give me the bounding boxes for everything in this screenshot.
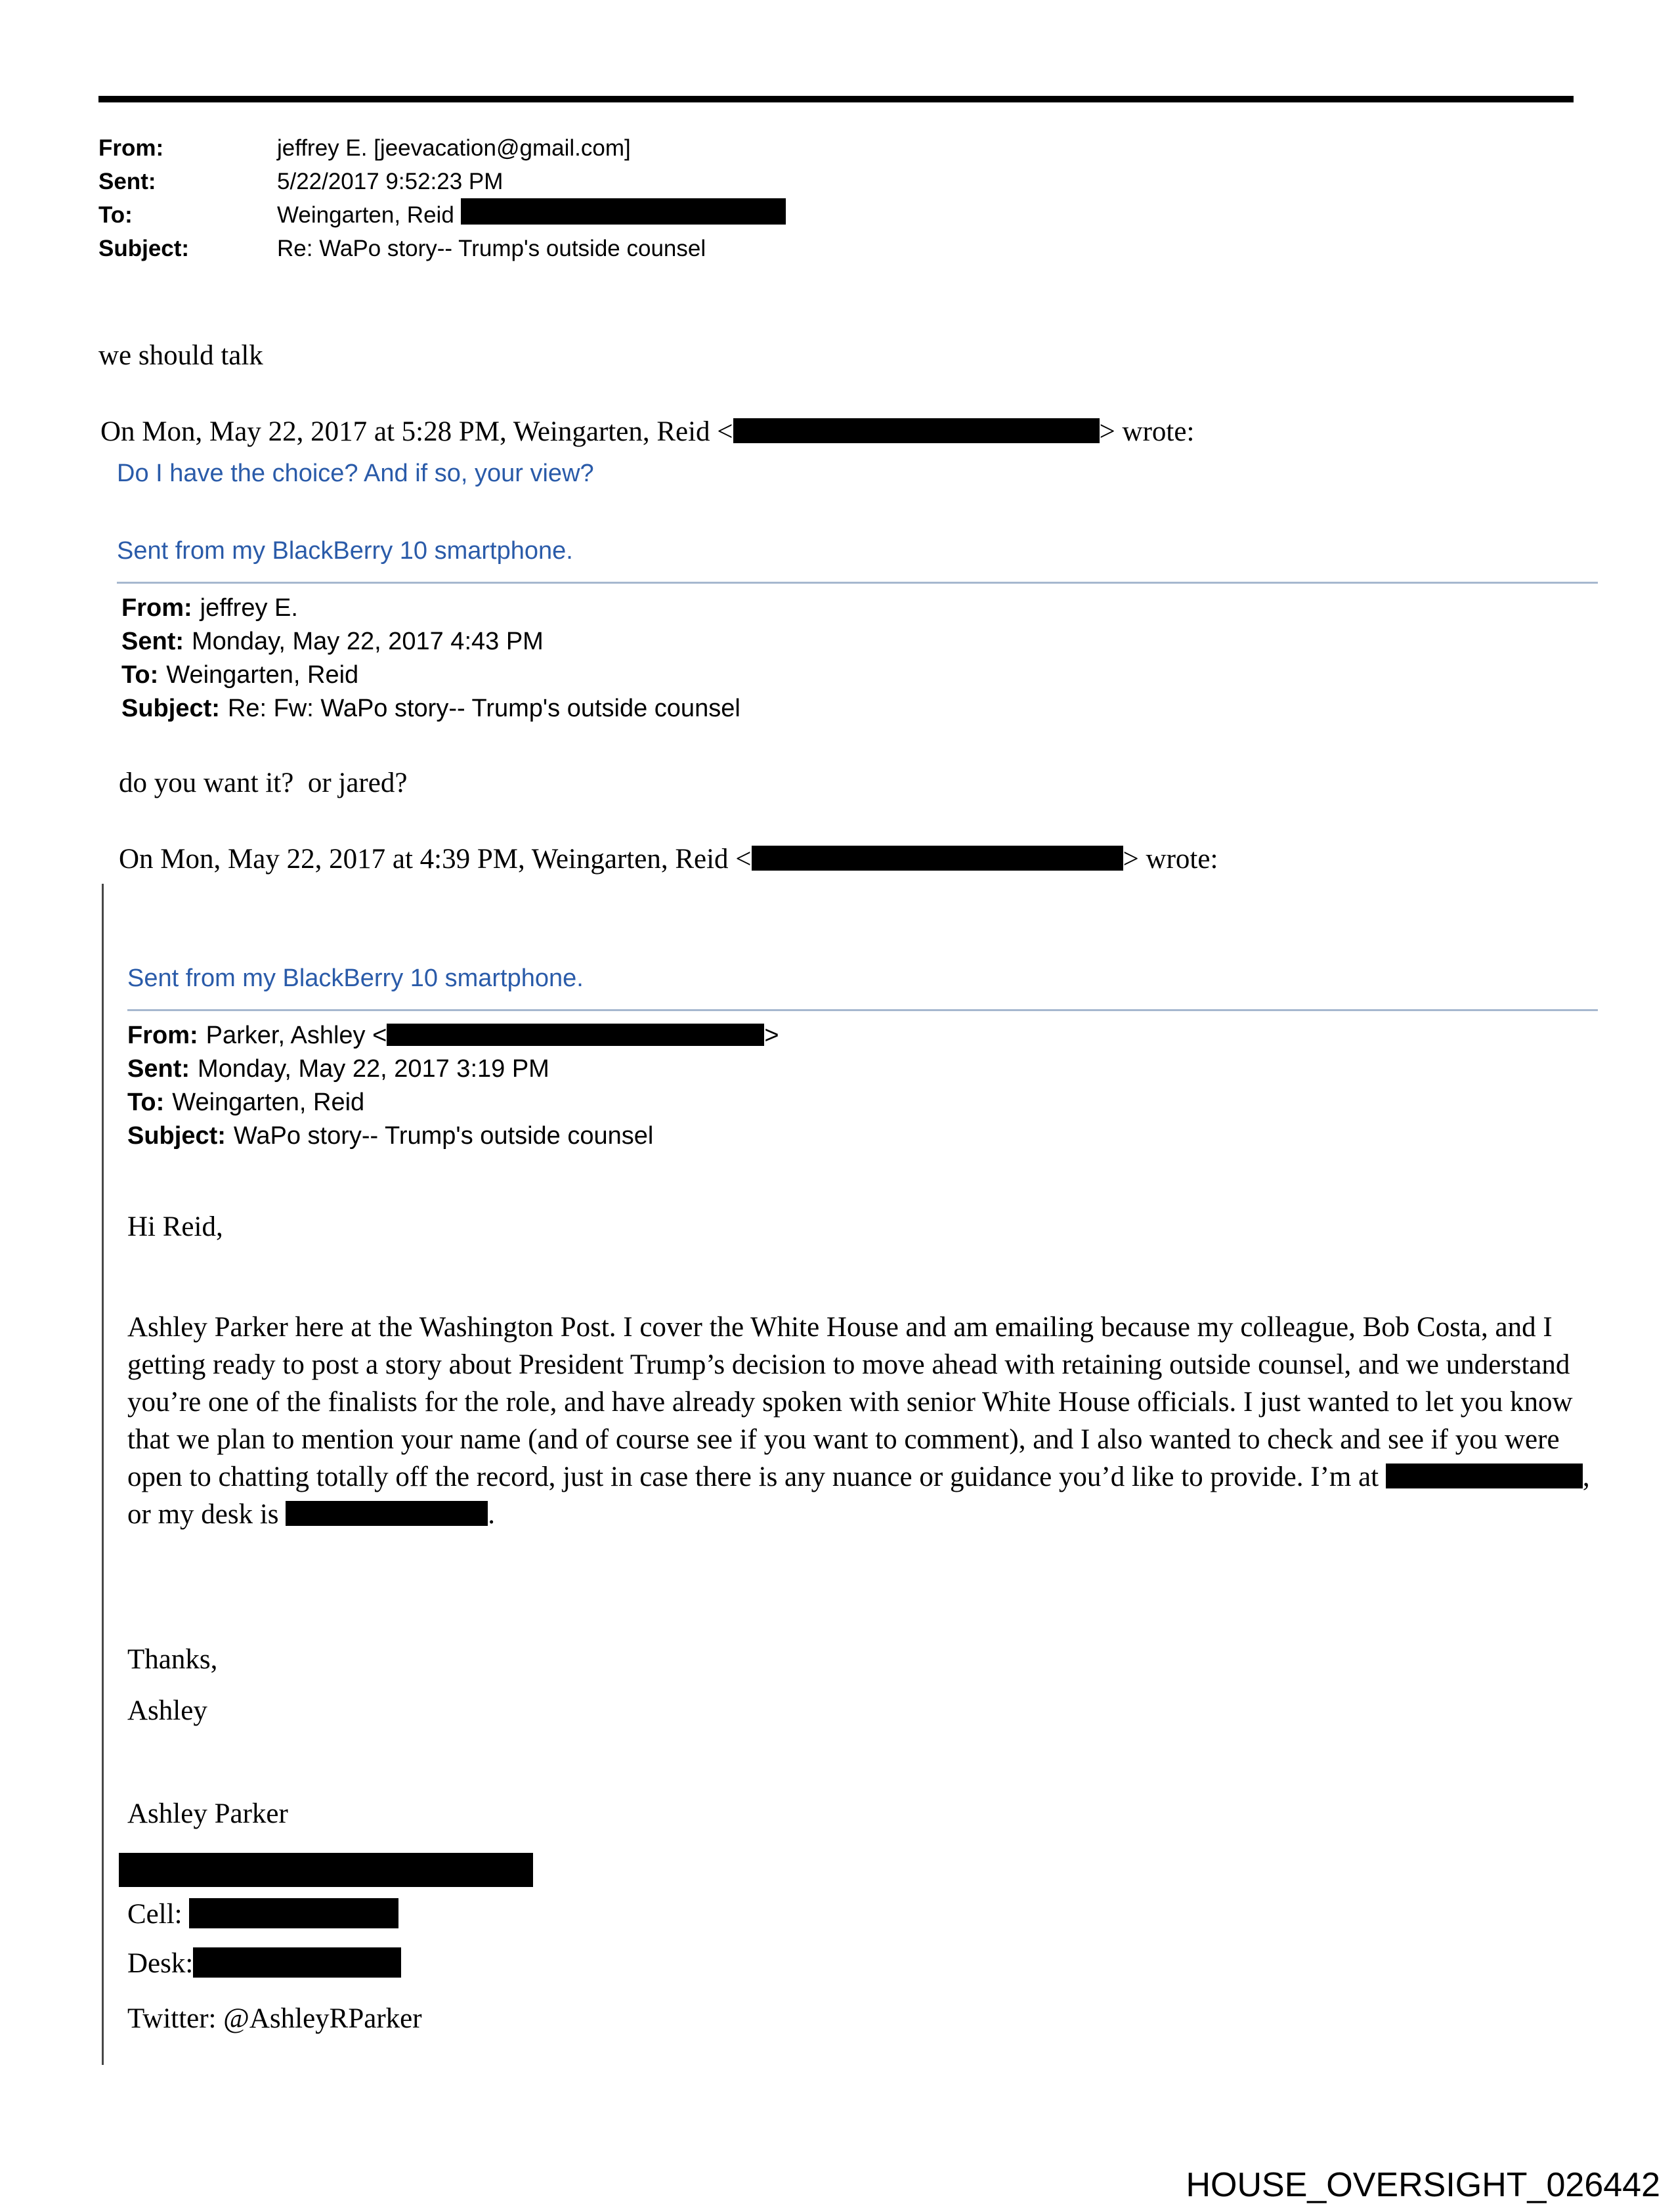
opening-line: we should talk	[98, 340, 263, 371]
subject-label: Subject:	[98, 236, 190, 261]
sent-label: Sent:	[121, 628, 184, 655]
reply-2-text: do you want it? or jared?	[119, 768, 408, 798]
to-value: Weingarten, Reid	[277, 202, 461, 228]
from-label: From:	[127, 1022, 198, 1049]
attribution-2-prefix: On Mon, May 22, 2017 at 4:39 PM, Weingarten, Reid <	[119, 844, 752, 875]
sent-value: Monday, May 22, 2017 3:19 PM	[198, 1055, 549, 1083]
to-label: To:	[121, 661, 159, 689]
from-label: From:	[98, 135, 164, 161]
redaction-bar	[119, 1853, 533, 1887]
signature-cell-line	[127, 1896, 398, 1933]
redaction-bar	[193, 1947, 401, 1978]
quoted-header-2	[127, 1019, 779, 1153]
quoted2-from-row	[127, 1019, 779, 1052]
body-text-1: Ashley Parker here at the Washington Post. I cover the White House and am emailing because my colleague, Bob Costa, and I getting ready to post a story about President Trump’s decision to move ahead with retaining outside counsel, and we understand you’re one of the finalists for the role, and have already spoken with senior White House officials. I just wanted to let you know that we plan to mention your name (and of course see if you want to comment), and I also wanted to check and see if you were open to chatting totally off the record, just in case there is any nuance or guidance you’d like to provide. I’m at	[127, 1312, 1573, 1492]
signature-twitter-line: Twitter: @AshleyRParker	[127, 2003, 422, 2034]
divider-line	[117, 582, 1598, 584]
header-from-row	[98, 131, 786, 165]
subject-label: Subject:	[127, 1122, 226, 1150]
message-body	[127, 1309, 1601, 1533]
from-label: From:	[121, 594, 192, 622]
from-value: jeffrey E. [jeevacation@gmail.com]	[277, 135, 631, 161]
signature-name: Ashley Parker	[127, 1798, 288, 1829]
attribution-2	[119, 840, 1218, 878]
from-value-prefix: Parker, Ashley <	[205, 1022, 387, 1049]
signature-desk-line	[127, 1945, 401, 1982]
email-header	[98, 131, 786, 265]
redaction-bar	[189, 1898, 398, 1928]
sent-value: 5/22/2017 9:52:23 PM	[277, 169, 504, 194]
redaction-bar	[461, 198, 786, 225]
redaction-bar	[733, 418, 1100, 444]
quoted1-from-row	[121, 592, 740, 625]
to-label: To:	[127, 1089, 165, 1116]
sent-label: Sent:	[127, 1055, 190, 1083]
attribution-1-suffix: > wrote:	[1099, 416, 1195, 447]
attribution-1	[100, 413, 1194, 450]
blackberry-signature-1: Sent from my BlackBerry 10 smartphone.	[117, 537, 573, 565]
greeting: Hi Reid,	[127, 1211, 223, 1242]
to-value: Weingarten, Reid	[166, 661, 359, 689]
quoted-header-1	[121, 592, 740, 726]
to-value: Weingarten, Reid	[172, 1089, 365, 1116]
from-value-suffix: >	[764, 1022, 779, 1049]
redaction-bar	[1386, 1464, 1583, 1489]
bates-number: HOUSE_OVERSIGHT_026442	[1186, 2166, 1660, 2204]
quoted2-subject-row	[127, 1119, 779, 1153]
from-value: jeffrey E.	[200, 594, 298, 622]
header-to-row	[98, 198, 786, 232]
quoted2-sent-row	[127, 1052, 779, 1086]
closing: Thanks,	[127, 1644, 218, 1675]
subject-value: WaPo story-- Trump's outside counsel	[233, 1122, 654, 1150]
redaction-bar	[286, 1501, 488, 1527]
attribution-2-suffix: > wrote:	[1123, 844, 1218, 875]
subject-label: Subject:	[121, 695, 220, 722]
body-text-3: .	[488, 1499, 496, 1530]
body-text-2: , or my desk is	[127, 1462, 1590, 1530]
to-label: To:	[98, 202, 133, 228]
sent-value: Monday, May 22, 2017 4:43 PM	[192, 628, 544, 655]
header-subject-row	[98, 232, 786, 265]
quote-border	[102, 884, 104, 2065]
divider-line	[127, 1009, 1598, 1011]
quoted1-sent-row	[121, 625, 740, 659]
closing-name: Ashley	[127, 1695, 207, 1726]
header-sent-row	[98, 165, 786, 198]
quoted1-subject-row	[121, 692, 740, 726]
redaction-bar	[387, 1024, 764, 1046]
reply-1-text: Do I have the choice? And if so, your view?	[117, 460, 594, 487]
sent-label: Sent:	[98, 169, 156, 194]
subject-value: Re: Fw: WaPo story-- Trump's outside counsel	[227, 695, 740, 722]
subject-value: Re: WaPo story-- Trump's outside counsel	[277, 236, 706, 261]
top-rule	[98, 96, 1574, 102]
desk-label: Desk:	[127, 1948, 194, 1979]
attribution-1-prefix: On Mon, May 22, 2017 at 5:28 PM, Weingarten, Reid <	[100, 416, 733, 447]
quoted1-to-row	[121, 659, 740, 692]
blackberry-signature-2: Sent from my BlackBerry 10 smartphone.	[127, 965, 584, 992]
redaction-bar	[752, 846, 1123, 871]
cell-label: Cell:	[127, 1899, 182, 1930]
quoted2-to-row	[127, 1086, 779, 1119]
